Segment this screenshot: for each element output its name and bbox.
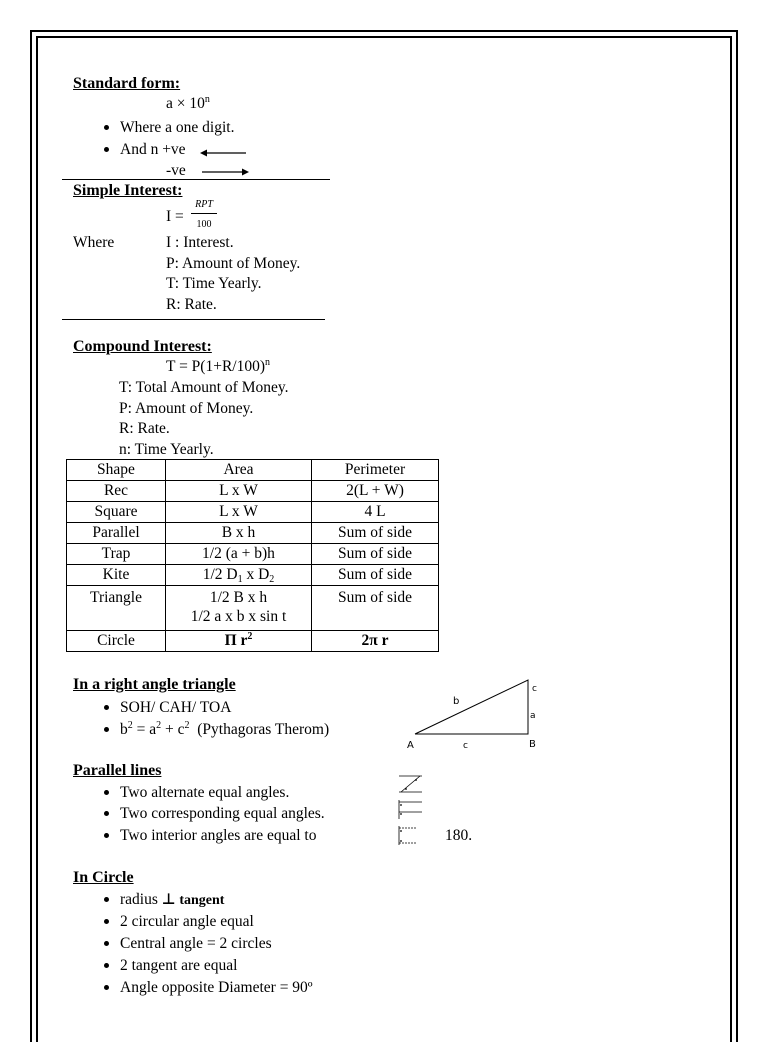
cell: Trap [67, 544, 166, 565]
table-row [67, 523, 439, 544]
cell: L x W [166, 502, 312, 523]
definition: R: Rate. [119, 420, 170, 437]
alternate-angles-icon [396, 774, 424, 794]
bullet [104, 790, 109, 795]
table-row [67, 565, 439, 586]
cell: Rec [67, 481, 166, 502]
compound-interest-formula: $T = P(1+R/100)^n$ [166, 357, 271, 375]
parallel-lines-value: 180. [445, 827, 473, 844]
label-A: A [407, 740, 414, 751]
bullet [104, 963, 109, 968]
right-triangle-diagram [405, 676, 545, 756]
parallel-lines-heading: Parallel lines [73, 762, 162, 779]
bullet [104, 147, 109, 152]
cell: 2π r [312, 631, 439, 652]
header-cell: Shape [67, 460, 166, 481]
parallel-lines-bullet-3: Two interior angles are equal to [120, 827, 317, 844]
definition: T: Total Amount of Money. [119, 379, 289, 396]
in-circle-bullet-3: Central angle = 2 circles [120, 935, 272, 952]
standard-form-bullet-2: And n +ve [120, 141, 186, 158]
table-row [67, 631, 439, 652]
cell: Sum of side [312, 565, 439, 586]
simple-interest-heading: Simple Interest: [73, 182, 183, 199]
table-row [67, 481, 439, 502]
cell: 1/2 $D_1$ x $D_2$ [166, 565, 312, 586]
in-circle-bullet-2: 2 circular angle equal [120, 913, 254, 930]
cell: B x h [166, 523, 312, 544]
in-circle-bullet-1: radius ⊥ tangent [120, 890, 225, 908]
in-circle-bullet-4: 2 tangent are equal [120, 957, 238, 974]
definition: n: Time Yearly. [119, 441, 214, 458]
cell: Sum of side [312, 523, 439, 544]
cell: Sum of side [312, 586, 439, 631]
standard-form-neg: -ve [166, 162, 186, 179]
parallel-lines-bullet-1: Two alternate equal angles. [120, 784, 290, 801]
in-circle-heading: In Circle [73, 869, 134, 886]
definition: P: Amount of Money. [119, 400, 254, 417]
cell: 1/2 B x h 1/2 a x b x sin t [166, 586, 312, 631]
fraction-bar [191, 213, 217, 214]
table-row [67, 502, 439, 523]
header-cell: Perimeter [312, 460, 439, 481]
bullet [104, 833, 109, 838]
cell: Parallel [67, 523, 166, 544]
interior-angles-icon [396, 824, 420, 846]
label-a: a [530, 711, 536, 721]
arrow-right-icon [200, 167, 250, 177]
bullet [104, 705, 109, 710]
bullet [104, 919, 109, 924]
bullet [104, 985, 109, 990]
right-triangle-heading: In a right angle triangle [73, 676, 236, 693]
in-circle-bullet-5: Angle opposite Diameter = 90º [120, 979, 313, 996]
definition: T: Time Yearly. [166, 275, 262, 292]
cell: Kite [67, 565, 166, 586]
cell: L x W [166, 481, 312, 502]
parallel-lines-bullet-2: Two corresponding equal angles. [120, 805, 325, 822]
simple-interest-lhs: I = [166, 208, 184, 225]
cell: Circle [67, 631, 166, 652]
right-triangle-bullet-1: SOH/ CAH/ TOA [120, 699, 232, 716]
bullet [104, 125, 109, 130]
right-triangle-bullet-2: $b^2 = a^2 + c^2$ (Pythagoras Therom) [120, 720, 330, 738]
table-row [67, 586, 439, 631]
label-b: b [453, 696, 460, 707]
standard-form-heading: Standard form: [73, 75, 181, 92]
definition: I : Interest. [166, 234, 234, 251]
cell: 1/2 (a + b)h [166, 544, 312, 565]
cell: Sum of side [312, 544, 439, 565]
standard-form-bullet-1: Where a one digit. [120, 119, 235, 136]
label-B: B [529, 739, 536, 750]
simple-interest-numerator: RPT [195, 199, 213, 210]
cell: 2(L + W) [312, 481, 439, 502]
cell: Π $r^2$ [166, 631, 312, 652]
simple-interest-denominator: 100 [196, 219, 212, 230]
definition: P: Amount of Money. [166, 255, 301, 272]
divider [62, 319, 325, 320]
bullet [104, 811, 109, 816]
cell: Triangle [67, 586, 166, 631]
where-label: Where [73, 234, 115, 251]
table-row [67, 544, 439, 565]
cell: Square [67, 502, 166, 523]
cell: 4 L [312, 502, 439, 523]
perpendicular-icon: ⊥ [161, 890, 176, 908]
shapes-table [66, 459, 439, 652]
table-header-row [67, 460, 439, 481]
bullet [104, 941, 109, 946]
corresponding-angles-icon [396, 798, 424, 820]
divider [62, 179, 330, 180]
label-c-top: c [532, 684, 537, 694]
label-c-bottom: c [463, 741, 468, 751]
definition: R: Rate. [166, 296, 217, 313]
header-cell: Area [166, 460, 312, 481]
bullet [104, 897, 109, 902]
compound-interest-heading: Compound Interest: [73, 338, 212, 355]
standard-form-formula: $a \times 10^n$ [166, 94, 210, 112]
arrow-left-icon [200, 148, 248, 158]
bullet [104, 727, 109, 732]
